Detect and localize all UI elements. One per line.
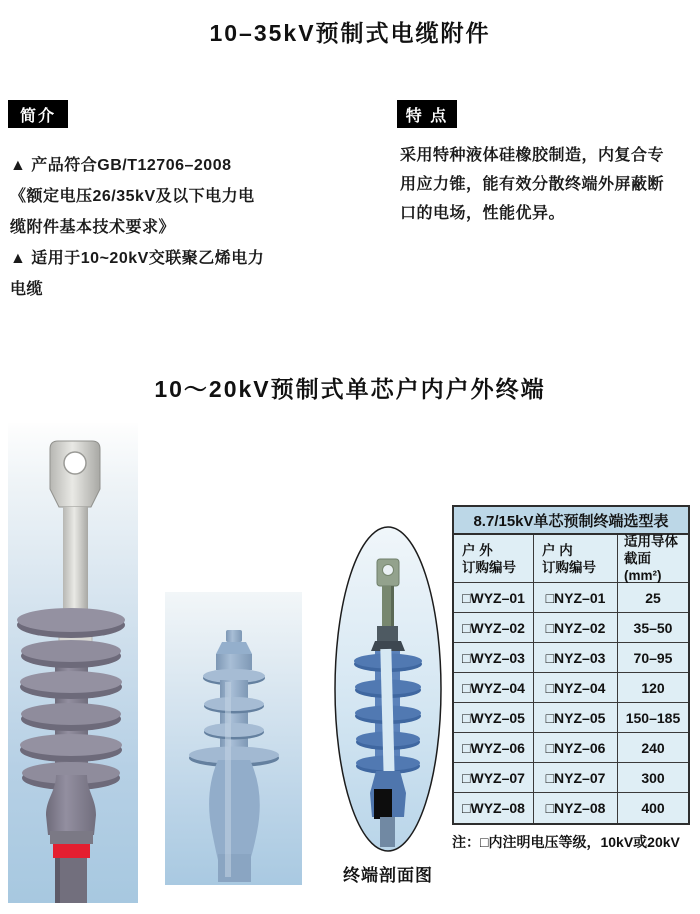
outdoor-code-cell: □WYZ–01 (454, 583, 534, 612)
selection-table (452, 505, 690, 825)
outdoor-code-cell: □WYZ–05 (454, 703, 534, 732)
outdoor-code-cell: □WYZ–03 (454, 643, 534, 672)
conductor-section-cell: 150–185 (625, 709, 681, 726)
outdoor-code-cell: □WYZ–02 (454, 613, 534, 642)
features-line: 采用特种液体硅橡胶制造，内复合专 (400, 147, 665, 164)
outdoor-termination-drawing (8, 423, 138, 903)
table-note: 注：□内注明电压等级，10kV或20kV (452, 834, 680, 850)
table-row (454, 673, 688, 703)
conductor-section-cell: 25 (645, 589, 661, 606)
header-line: 订购编号 (462, 559, 516, 575)
intro-text (10, 150, 360, 305)
outdoor-code-cell: □WYZ–08 (454, 793, 534, 823)
intro-line: 电缆 (10, 281, 44, 298)
outdoor-code-cell: □WYZ–04 (454, 673, 534, 702)
indoor-code-cell: □NYZ–03 (534, 643, 618, 672)
indoor-code-cell: □NYZ–04 (534, 673, 618, 702)
product-section-title: 10～20kV预制式单芯户内户外终端 (154, 376, 546, 402)
conductor-section-cell: 120 (641, 679, 665, 696)
intro-section-label: 简介 (8, 100, 68, 128)
intro-line: 《额定电压26/35kV及以下电力电 (10, 188, 255, 205)
indoor-code-cell: □NYZ–02 (534, 613, 618, 642)
intro-line: ▲ 适用于10~20kV交联聚乙烯电力 (10, 250, 265, 267)
cutaway-figure (330, 521, 446, 857)
indoor-code-cell: □NYZ–05 (534, 703, 618, 732)
conductor-section-cell: 240 (641, 739, 665, 756)
cutaway-drawing (330, 521, 446, 857)
outdoor-code-cell: □WYZ–07 (454, 763, 534, 792)
features-line: 用应力锥，能有效分散终端外屏蔽断 (400, 176, 665, 193)
header-line: 截面(mm²) (624, 551, 662, 583)
conductor-section-cell: 35–50 (633, 619, 673, 636)
table-row (454, 733, 688, 763)
indoor-termination-photo (165, 592, 302, 885)
header-line: 户 外 (462, 542, 493, 558)
conductor-section-cell: 70–95 (633, 649, 673, 666)
outdoor-termination-photo (8, 423, 138, 903)
conductor-section-header (618, 535, 688, 582)
indoor-termination-drawing (165, 592, 302, 885)
features-text (400, 141, 700, 228)
features-line: 口的电场，性能优异。 (400, 205, 566, 222)
table-header-row (454, 535, 688, 583)
table-title: 8.7/15kV单芯预制终端选型表 (454, 507, 688, 535)
selection-table-body (454, 583, 688, 823)
header-line: 订购编号 (542, 559, 596, 575)
features-section-label: 特 点 (397, 100, 457, 128)
indoor-code-cell: □NYZ–08 (534, 793, 618, 823)
outdoor-code-header (454, 535, 534, 582)
intro-line: ▲ 产品符合GB/T12706–2008 (10, 157, 232, 174)
table-row (454, 583, 688, 613)
table-row (454, 793, 688, 823)
conductor-section-cell: 400 (641, 800, 665, 816)
header-line: 适用导体 (624, 534, 678, 549)
header-line: 户 内 (542, 542, 573, 558)
page-title: 10–35kV预制式电缆附件 (209, 20, 491, 46)
table-row (454, 643, 688, 673)
conductor-section-cell: 300 (641, 769, 665, 786)
indoor-code-cell: □NYZ–06 (534, 733, 618, 762)
table-row (454, 703, 688, 733)
indoor-code-cell: □NYZ–01 (534, 583, 618, 612)
cutaway-caption: 终端剖面图 (343, 866, 433, 885)
indoor-code-cell: □NYZ–07 (534, 763, 618, 792)
table-row (454, 613, 688, 643)
indoor-code-header (534, 535, 618, 582)
table-row (454, 763, 688, 793)
intro-line: 缆附件基本技术要求》 (10, 219, 176, 236)
outdoor-code-cell: □WYZ–06 (454, 733, 534, 762)
